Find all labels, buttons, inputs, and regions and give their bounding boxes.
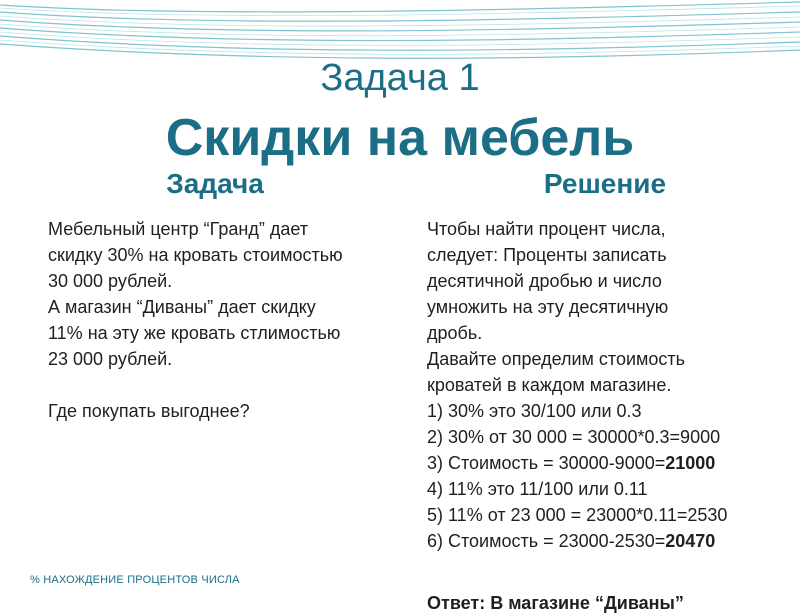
solution-text (427, 216, 787, 554)
solution-step: 2) 30% от 30 000 = 30000*0.3=9000 (427, 427, 721, 447)
solution-line: кроватей в каждом магазине. (427, 375, 672, 395)
answer-text: Ответ: В магазине “Диваны” (427, 593, 684, 613)
solution-line: умножить на эту десятичную (427, 297, 669, 317)
step3-text: 3) Стоимость = 30000-9000= (427, 453, 666, 473)
solution-line: следует: Проценты записать (427, 245, 667, 265)
problem-line: А магазин “Диваны” дает скидку (48, 297, 316, 317)
step6-text: 6) Стоимость = 23000-2530= (427, 531, 666, 551)
solution-line: Чтобы найти процент числа, (427, 219, 666, 239)
solution-step: 5) 11% от 23 000 = 23000*0.11=2530 (427, 505, 728, 525)
solution-step (427, 450, 787, 476)
problem-line: 23 000 рублей. (48, 349, 173, 369)
solution-line: десятичной дробью и число (427, 271, 662, 291)
step3-result: 21000 (665, 453, 716, 473)
solution-heading: Решение (543, 168, 667, 199)
solution-line: Давайте определим стоимость (427, 349, 686, 369)
solution-step: 4) 11% это 11/100 или 0.11 (427, 479, 648, 499)
slide-title: Скидки на мебель (165, 109, 635, 167)
step6-result: 20470 (665, 531, 716, 551)
slide-title-number: Задача 1 (320, 57, 480, 99)
problem-line: 30 000 рублей. (48, 271, 173, 291)
problem-heading: Задача (166, 168, 264, 199)
problem-text (48, 216, 418, 424)
solution-line: дробь. (427, 323, 483, 343)
solution-step (427, 528, 787, 554)
slide-footer: % НАХОЖДЕНИЕ ПРОЦЕНТОВ ЧИСЛА (30, 574, 240, 586)
problem-line: 11% на эту же кровать стлимостью (48, 323, 341, 343)
problem-line: скидку 30% на кровать стоимостью (48, 245, 343, 265)
solution-step: 1) 30% это 30/100 или 0.3 (427, 401, 642, 421)
problem-question: Где покупать выгоднее? (48, 401, 250, 421)
problem-line: Мебельный центр “Гранд” дает (48, 219, 309, 239)
